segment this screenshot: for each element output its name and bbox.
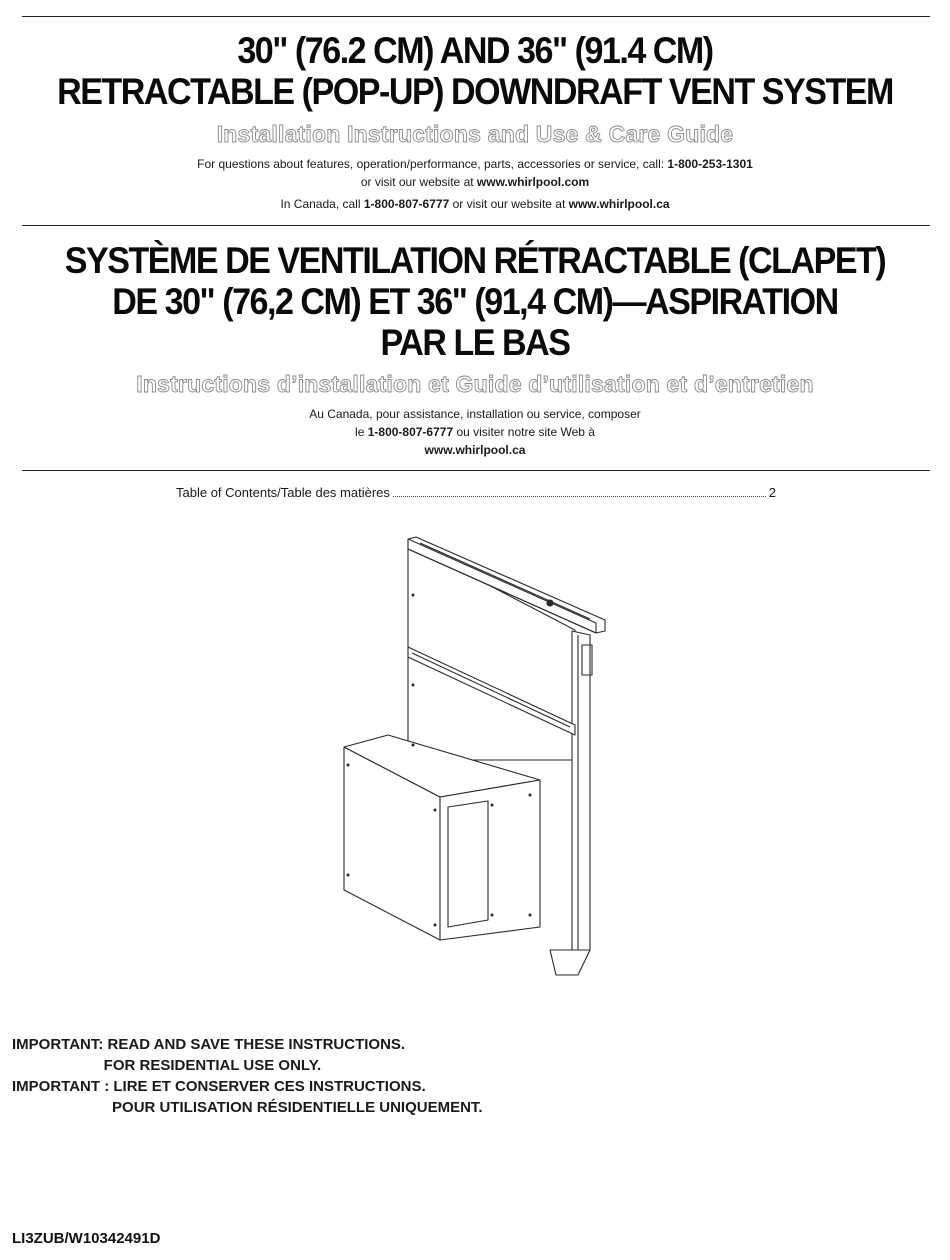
french-subtitle: Instructions d’installation et Guide d’utilisation et d’entretien (136, 371, 814, 397)
french-website-link[interactable]: www.whirlpool.ca (424, 443, 526, 457)
contact-text: In Canada, call (280, 197, 364, 211)
vent-system-illustration (320, 535, 620, 985)
bottom-rule (22, 470, 930, 471)
french-contact (0, 405, 950, 459)
french-title-line2: DE 30" (76,2 CM) ET 36" (91,4 CM)—ASPIRATION (112, 281, 838, 322)
residential-line-english: FOR RESIDENTIAL USE ONLY. (12, 1057, 322, 1074)
english-subtitle: Installation Instructions and Use & Care Guide (216, 121, 734, 147)
us-website-link[interactable]: www.whirlpool.com (476, 175, 590, 189)
cap-knob (547, 600, 553, 606)
middle-rule (22, 225, 930, 226)
contact-text: le (355, 425, 368, 439)
french-phone: 1-800-807-6777 (367, 425, 454, 439)
english-title-line1: 30" (76.2 CM) AND 36" (91.4 CM) (237, 30, 713, 71)
contact-text: For questions about features, operation/performance, parts, accessories or service, call: (197, 157, 668, 171)
residential-line-french: POUR UTILISATION RÉSIDENTIELLE UNIQUEMENT. (12, 1099, 483, 1116)
canada-phone: 1-800-807-6777 (363, 197, 450, 211)
toc-label: Table of Contents/Table des matières (176, 485, 390, 500)
french-title-line1: SYSTÈME DE VENTILATION RÉTRACTABLE (CLAPET) (64, 240, 886, 281)
important-notice (12, 1034, 483, 1118)
contact-text: or visit our website at (449, 197, 569, 211)
english-title-line2: RETRACTABLE (POP-UP) DOWNDRAFT VENT SYSTEM (57, 71, 893, 112)
contact-text: or visit our website at (360, 175, 477, 189)
french-title-line3: PAR LE BAS (380, 322, 570, 363)
toc-page-number: 2 (768, 485, 776, 500)
us-phone: 1-800-253-1301 (667, 157, 753, 171)
contact-text: ou visiter notre site Web à (453, 425, 595, 439)
english-canada-contact (0, 195, 950, 213)
side-chimney (572, 631, 590, 950)
blower-box-side (440, 780, 540, 940)
support-foot (550, 950, 590, 975)
canada-website-link[interactable]: www.whirlpool.ca (568, 197, 670, 211)
toc-dot-leader (393, 496, 766, 497)
contact-text: Au Canada, pour assistance, installation ou service, composer (309, 407, 641, 421)
part-number: LI3ZUB/W10342491D (12, 1230, 161, 1247)
top-rule (22, 16, 930, 17)
english-contact (0, 155, 950, 191)
important-line-french: IMPORTANT : LIRE ET CONSERVER CES INSTRUCTIONS. (12, 1078, 426, 1095)
table-of-contents-entry[interactable] (176, 485, 776, 500)
important-line-english: IMPORTANT: READ AND SAVE THESE INSTRUCTIONS. (12, 1036, 406, 1053)
